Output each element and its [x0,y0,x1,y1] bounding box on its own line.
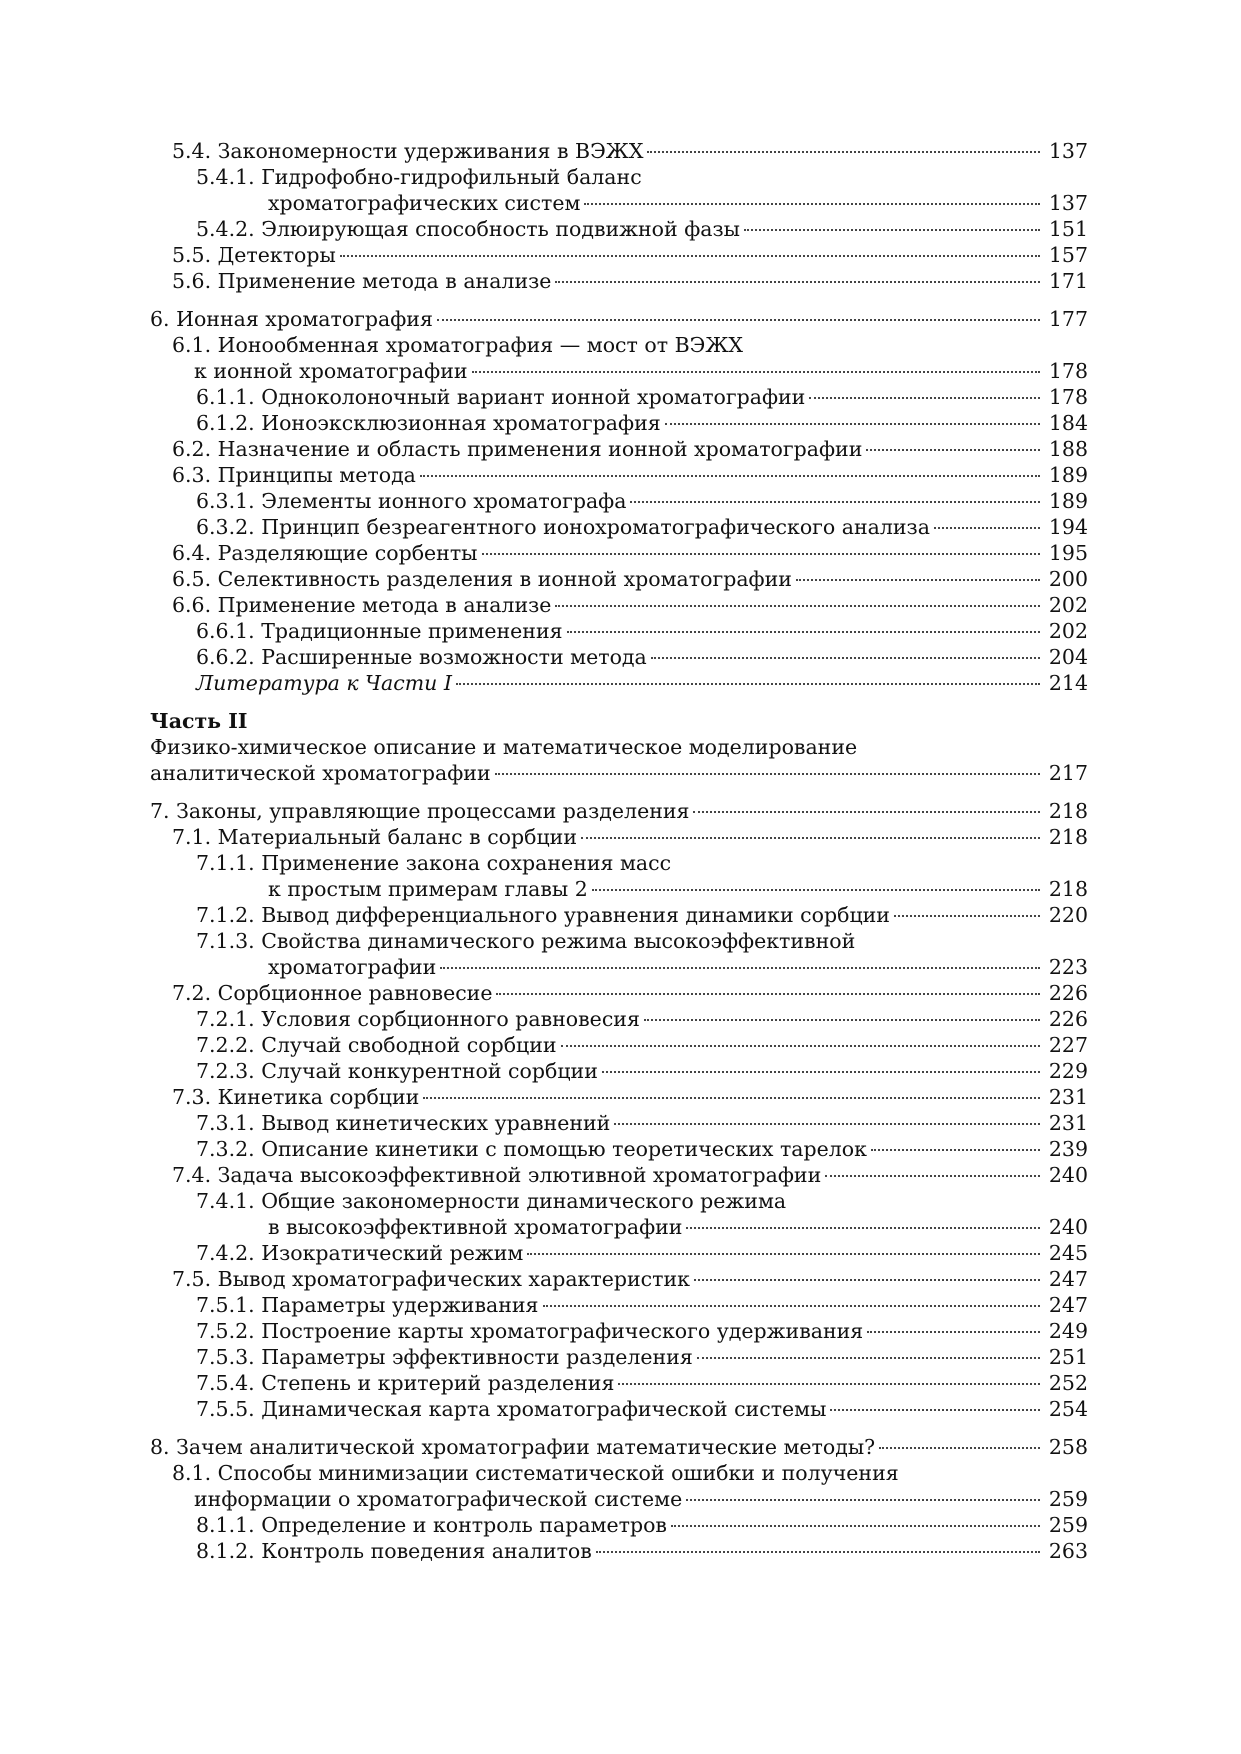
toc-entry [150,1032,1088,1058]
toc-entry-title-line: 6.1. Ионообменная хроматография — мост от ВЭЖХ [172,333,743,357]
dot-leader [602,1071,1040,1073]
toc-entry [150,980,1088,1006]
toc-entry [150,1344,1088,1370]
toc-entry [150,1136,1088,1162]
toc-entry-title: 7.2.2. Случай свободной сорбции [196,1033,557,1057]
toc-entry-title: 6.2. Назначение и область применения ионной хроматографии [172,437,863,461]
toc-entry [150,1370,1088,1396]
page-number: 195 [1048,541,1088,565]
toc-entry-title: 5.4.2. Элюирующая способность подвижной фазы [196,217,740,241]
dot-leader [555,605,1040,607]
toc-entry-title: 8.1.2. Контроль поведения аналитов [196,1539,592,1563]
page-number: 177 [1048,307,1088,331]
toc-entry-title: 7.3. Кинетика сорбции [172,1085,420,1109]
toc-entry [150,592,1088,618]
toc-entry [150,1058,1088,1084]
toc-entry-title: 7.2. Сорбционное равновесие [172,981,493,1005]
dot-leader [596,1551,1040,1553]
toc-entry [150,798,1088,824]
dot-leader [809,397,1040,399]
toc-entry-title-line: 5.4.1. Гидрофобно-гидрофильный баланс [196,165,642,189]
toc-entry [150,540,1088,566]
dot-leader [866,449,1040,451]
toc-entry-title: в высокоэффективной хроматографии [268,1215,683,1239]
toc-entry [150,384,1088,410]
toc-entry-title: 7.5.4. Степень и критерий разделения [196,1371,615,1395]
page-number: 184 [1048,411,1088,435]
toc-entry-title: 6.1.1. Одноколоночный вариант ионной хроматографии [196,385,806,409]
page-number: 252 [1048,1371,1088,1395]
toc-entry-title: 8. Зачем аналитической хроматографии математические методы? [150,1435,876,1459]
page-number: 194 [1048,515,1088,539]
toc-entry-title: аналитической хроматографии [150,761,491,785]
dot-leader [879,1447,1040,1449]
toc-entry-title: 7.2.1. Условия сорбционного равновесия [196,1007,640,1031]
dot-leader [694,1279,1040,1281]
page-number: 226 [1048,1007,1088,1031]
page-number: 151 [1048,217,1088,241]
toc-entry [150,566,1088,592]
page-number: 178 [1048,359,1088,383]
page-number: 204 [1048,645,1088,669]
dot-leader [665,423,1040,425]
page-number: 263 [1048,1539,1088,1563]
toc-entry [150,1318,1088,1344]
dot-leader [630,501,1040,503]
toc-entry-title: 6.3. Принципы метода [172,463,416,487]
toc-entry-title: 7.4. Задача высокоэффективной элютивной хроматографии [172,1163,822,1187]
toc-entry [150,332,1088,384]
toc-entry [150,928,1088,980]
toc-entry [150,306,1088,332]
page-number: 229 [1048,1059,1088,1083]
dot-leader [437,319,1040,321]
toc-entry-title: 6.4. Разделяющие сорбенты [172,541,478,565]
dot-leader [871,1149,1040,1151]
dot-leader [686,1499,1040,1501]
dot-leader [796,579,1040,581]
toc-entry-title: к ионной хроматографии [194,359,468,383]
toc-entry [150,1266,1088,1292]
dot-leader [555,281,1040,283]
page-number: 247 [1048,1267,1088,1291]
toc-entry [150,410,1088,436]
toc-entry [150,1434,1088,1460]
page-number: 189 [1048,463,1088,487]
toc-entry-title: 8.1.1. Определение и контроль параметров [196,1513,667,1537]
page-number: 218 [1048,825,1088,849]
dot-leader [440,967,1040,969]
dot-leader [647,151,1040,153]
dot-leader [456,683,1040,685]
toc-entry-title: 7.3.1. Вывод кинетических уравнений [196,1111,611,1135]
toc-entry-title-line: 7.1.1. Применение закона сохранения масс [196,851,672,875]
dot-leader [697,1357,1040,1359]
page-number: 259 [1048,1487,1088,1511]
toc-entry-title: 7.4.2. Изократический режим [196,1241,524,1265]
toc-entry-title: 7.5.5. Динамическая карта хроматографической системы [196,1397,827,1421]
toc-entry-title-line: 8.1. Способы минимизации систематической ошибки и получения [172,1461,899,1485]
toc-entry [150,216,1088,242]
toc-entry-title-line: Физико-химическое описание и математическое моделирование [150,735,858,759]
toc-entry-title: 6.5. Селективность разделения в ионной хроматографии [172,567,792,591]
page-number: 239 [1048,1137,1088,1161]
toc-entry-title: 7.2.3. Случай конкурентной сорбции [196,1059,598,1083]
toc-entry [150,1240,1088,1266]
dot-leader [340,255,1040,257]
page-number: 202 [1048,593,1088,617]
toc-entry-title: хроматографии [268,955,437,979]
toc-entry [150,644,1088,670]
dot-leader [584,203,1040,205]
toc-entry [150,462,1088,488]
toc-entry [150,488,1088,514]
page-number: 245 [1048,1241,1088,1265]
toc-entry-title: 6.1.2. Ионоэксклюзионная хроматография [196,411,661,435]
dot-leader [495,773,1040,775]
toc-entry [150,436,1088,462]
page-number: 202 [1048,619,1088,643]
page-number: 259 [1048,1513,1088,1537]
toc-entry-title: Литература к Части I [196,671,452,695]
toc-entry-title: информации о хроматографической системе [194,1487,683,1511]
toc-entry-title: 7.5. Вывод хроматографических характеристик [172,1267,690,1291]
page-number: 178 [1048,385,1088,409]
page-number: 227 [1048,1033,1088,1057]
toc-entry-title: 7. Законы, управляющие процессами разделения [150,799,690,823]
dot-leader [894,915,1040,917]
page-number: 218 [1048,877,1088,901]
toc-entry-title: 7.3.2. Описание кинетики с помощью теоретических тарелок [196,1137,867,1161]
page-number: 217 [1048,761,1088,785]
toc-entry-title: 7.5.1. Параметры удерживания [196,1293,539,1317]
toc-entry-title: 7.1.2. Вывод дифференциального уравнения динамики сорбции [196,903,890,927]
toc-entry [150,670,1088,696]
page-number: 189 [1048,489,1088,513]
dot-leader [644,1019,1040,1021]
page-number: 188 [1048,437,1088,461]
page-number: 157 [1048,243,1088,267]
dot-leader [496,993,1040,995]
toc-entry [150,1460,1088,1512]
toc-entry [150,138,1088,164]
dot-leader [561,1045,1040,1047]
toc-entry-title: 7.5.2. Построение карты хроматографического удерживания [196,1319,864,1343]
page-number: 214 [1048,671,1088,695]
page-number: 137 [1048,191,1088,215]
part-heading: Часть II [150,709,248,733]
dot-leader [830,1409,1040,1411]
toc-entry [150,514,1088,540]
page-number: 171 [1048,269,1088,293]
toc-entry-title: хроматографических систем [268,191,581,215]
dot-leader [651,657,1040,659]
toc-entry-title: 5.5. Детекторы [172,243,336,267]
toc-entry [150,1162,1088,1188]
toc-entry-title-line: 7.1.3. Свойства динамического режима высокоэффективной [196,929,856,953]
toc-entry [150,1110,1088,1136]
toc-entry [150,902,1088,928]
dot-leader [482,553,1041,555]
toc-entry [150,242,1088,268]
dot-leader [934,527,1040,529]
toc-entry [150,1006,1088,1032]
toc-entry [150,164,1088,216]
page-number: 254 [1048,1397,1088,1421]
toc-entry-title: 5.4. Закономерности удерживания в ВЭЖХ [172,139,644,163]
toc-entry [150,1188,1088,1240]
dot-leader [592,889,1040,891]
toc-entry-title: 6.6.1. Традиционные применения [196,619,563,643]
dot-leader [686,1227,1040,1229]
toc-entry-title: 7.5.3. Параметры эффективности разделения [196,1345,693,1369]
toc-entry [150,1292,1088,1318]
page-number: 240 [1048,1215,1088,1239]
dot-leader [693,811,1040,813]
toc-entry [150,268,1088,294]
dot-leader [423,1097,1040,1099]
toc-entry-title: к простым примерам главы 2 [268,877,588,901]
page-number: 200 [1048,567,1088,591]
page-number: 220 [1048,903,1088,927]
dot-leader [867,1331,1040,1333]
dot-leader [671,1525,1040,1527]
dot-leader [581,837,1040,839]
toc-entry-title-line: 7.4.1. Общие закономерности динамического режима [196,1189,787,1213]
dot-leader [543,1305,1041,1307]
toc-entry-title: 6.3.1. Элементы ионного хроматографа [196,489,627,513]
page-number: 247 [1048,1293,1088,1317]
dot-leader [472,371,1040,373]
toc-entry-title: 6.6.2. Расширенные возможности метода [196,645,647,669]
toc-entry [150,1512,1088,1538]
toc-entry-title: 6. Ионная хроматография [150,307,433,331]
toc-entry [150,850,1088,902]
page-number: 251 [1048,1345,1088,1369]
page-number: 226 [1048,981,1088,1005]
page-number: 249 [1048,1319,1088,1343]
dot-leader [618,1383,1040,1385]
toc-entry [150,1538,1088,1564]
page-number: 231 [1048,1085,1088,1109]
page-number: 137 [1048,139,1088,163]
toc-entry [150,1084,1088,1110]
toc-entry-title: 6.6. Применение метода в анализе [172,593,552,617]
toc-entry [150,618,1088,644]
toc-entry [150,824,1088,850]
dot-leader [825,1175,1040,1177]
toc-entry [150,708,1088,786]
dot-leader [567,631,1040,633]
toc-entry [150,1396,1088,1422]
page-number: 223 [1048,955,1088,979]
toc-entry-title: 7.1. Материальный баланс в сорбции [172,825,577,849]
page-number: 231 [1048,1111,1088,1135]
table-of-contents [150,138,1088,1564]
dot-leader [614,1123,1040,1125]
toc-entry-title: 5.6. Применение метода в анализе [172,269,552,293]
dot-leader [420,475,1040,477]
page-number: 240 [1048,1163,1088,1187]
dot-leader [744,229,1040,231]
dot-leader [527,1253,1040,1255]
page-number: 258 [1048,1435,1088,1459]
toc-entry-title: 6.3.2. Принцип безреагентного ионохроматографического анализа [196,515,930,539]
page-number: 218 [1048,799,1088,823]
